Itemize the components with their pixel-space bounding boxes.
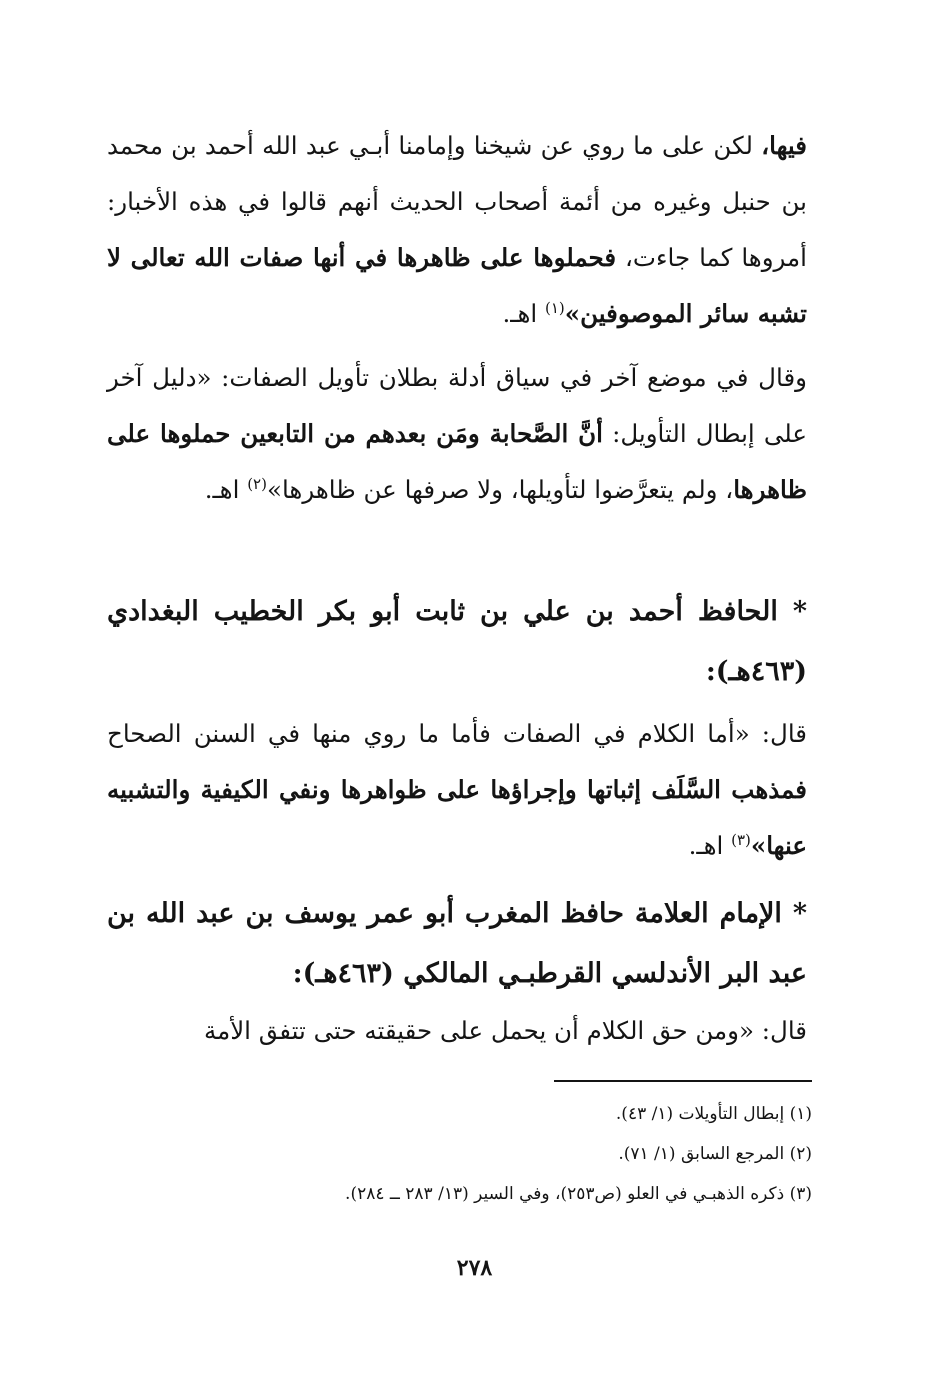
body-paragraph — [107, 706, 807, 874]
footnote-1: (١) إبطال التأويلات (١/ ٤٣). — [615, 1104, 812, 1124]
emphasized-text: فمذهب السَّلَف إثباتها وإجراؤها على ظواهرها ونفي الكيفية والتشبيه عنها» — [107, 775, 807, 860]
text-segment: وقال في موضع آخر في سياق أدلة بطلان تأويل الصفات: «دليل آخر على إبطال التأويل: — [107, 363, 807, 448]
emphasized-text: أنَّ الصَّحابة ومَن بعدهم من التابعين حملوها على ظاهرها — [107, 419, 807, 504]
page-number: ٢٧٨ — [456, 1255, 493, 1281]
footnote-marker: (٣) — [731, 830, 751, 849]
emphasized-text: * الحافظ أحمد بن علي بن ثابت أبو بكر الخطيب البغدادي (٤٦٣هـ): — [107, 596, 807, 687]
footnote-2: (٢) المرجع السابق (١/ ٧١). — [618, 1144, 812, 1164]
text-segment: اهـ. — [502, 299, 545, 328]
emphasized-text: فيها، — [761, 131, 807, 160]
text-segment: ، ولم يتعرَّضوا لتأويلها، ولا صرفها عن ظاهرها» — [266, 475, 734, 504]
paragraph-3 — [107, 706, 807, 874]
text-segment: اهـ. — [204, 475, 248, 504]
emphasized-text: * الإمام العلامة حافظ المغرب أبو عمر يوسف بن عبد الله بن عبد البر الأندلسي القرطبـي المالكي (٤٦٣هـ): — [107, 898, 807, 989]
section-heading — [107, 884, 807, 1004]
body-paragraph — [107, 350, 807, 518]
section-heading — [107, 582, 807, 702]
paragraph-2 — [107, 350, 807, 518]
footnote-marker: (١) — [545, 298, 565, 317]
footnote-3: (٣) ذكره الذهبـي في العلو (ص٢٥٣)، وفي السير (١٣/ ٢٨٣ ــ ٢٨٤). — [345, 1184, 812, 1204]
section-heading-khatib — [107, 582, 807, 702]
paragraph-1 — [107, 118, 807, 342]
footnote-marker: (٢) — [247, 474, 267, 493]
text-segment: لكن على ما روي عن شيخنا وإمامنا أبـي عبد الله أحمد بن محمد بن حنبل وغيره من أئمة أصحاب الحديث أنهم قالوا في هذه الأخبار: أمروها كما جاءت، — [107, 131, 807, 272]
footnotes — [112, 1094, 812, 1214]
section-heading-ibn-abd-albarr — [107, 884, 807, 1004]
text-segment: قال: «ومن حق الكلام أن يحمل على حقيقته حتى تتفق الأمة — [203, 1016, 807, 1045]
paragraph-4 — [107, 1003, 807, 1059]
footnote-separator — [554, 1080, 812, 1082]
text-segment: قال: «أما الكلام في الصفات فأما ما روي منها في السنن الصحاح — [107, 719, 807, 748]
text-segment: اهـ. — [688, 831, 732, 860]
emphasized-text: فحملوها على ظاهرها في أنها صفات الله تعالى لا تشبه سائر الموصوفين» — [107, 243, 807, 328]
body-paragraph — [107, 118, 807, 342]
body-paragraph — [107, 1003, 807, 1059]
